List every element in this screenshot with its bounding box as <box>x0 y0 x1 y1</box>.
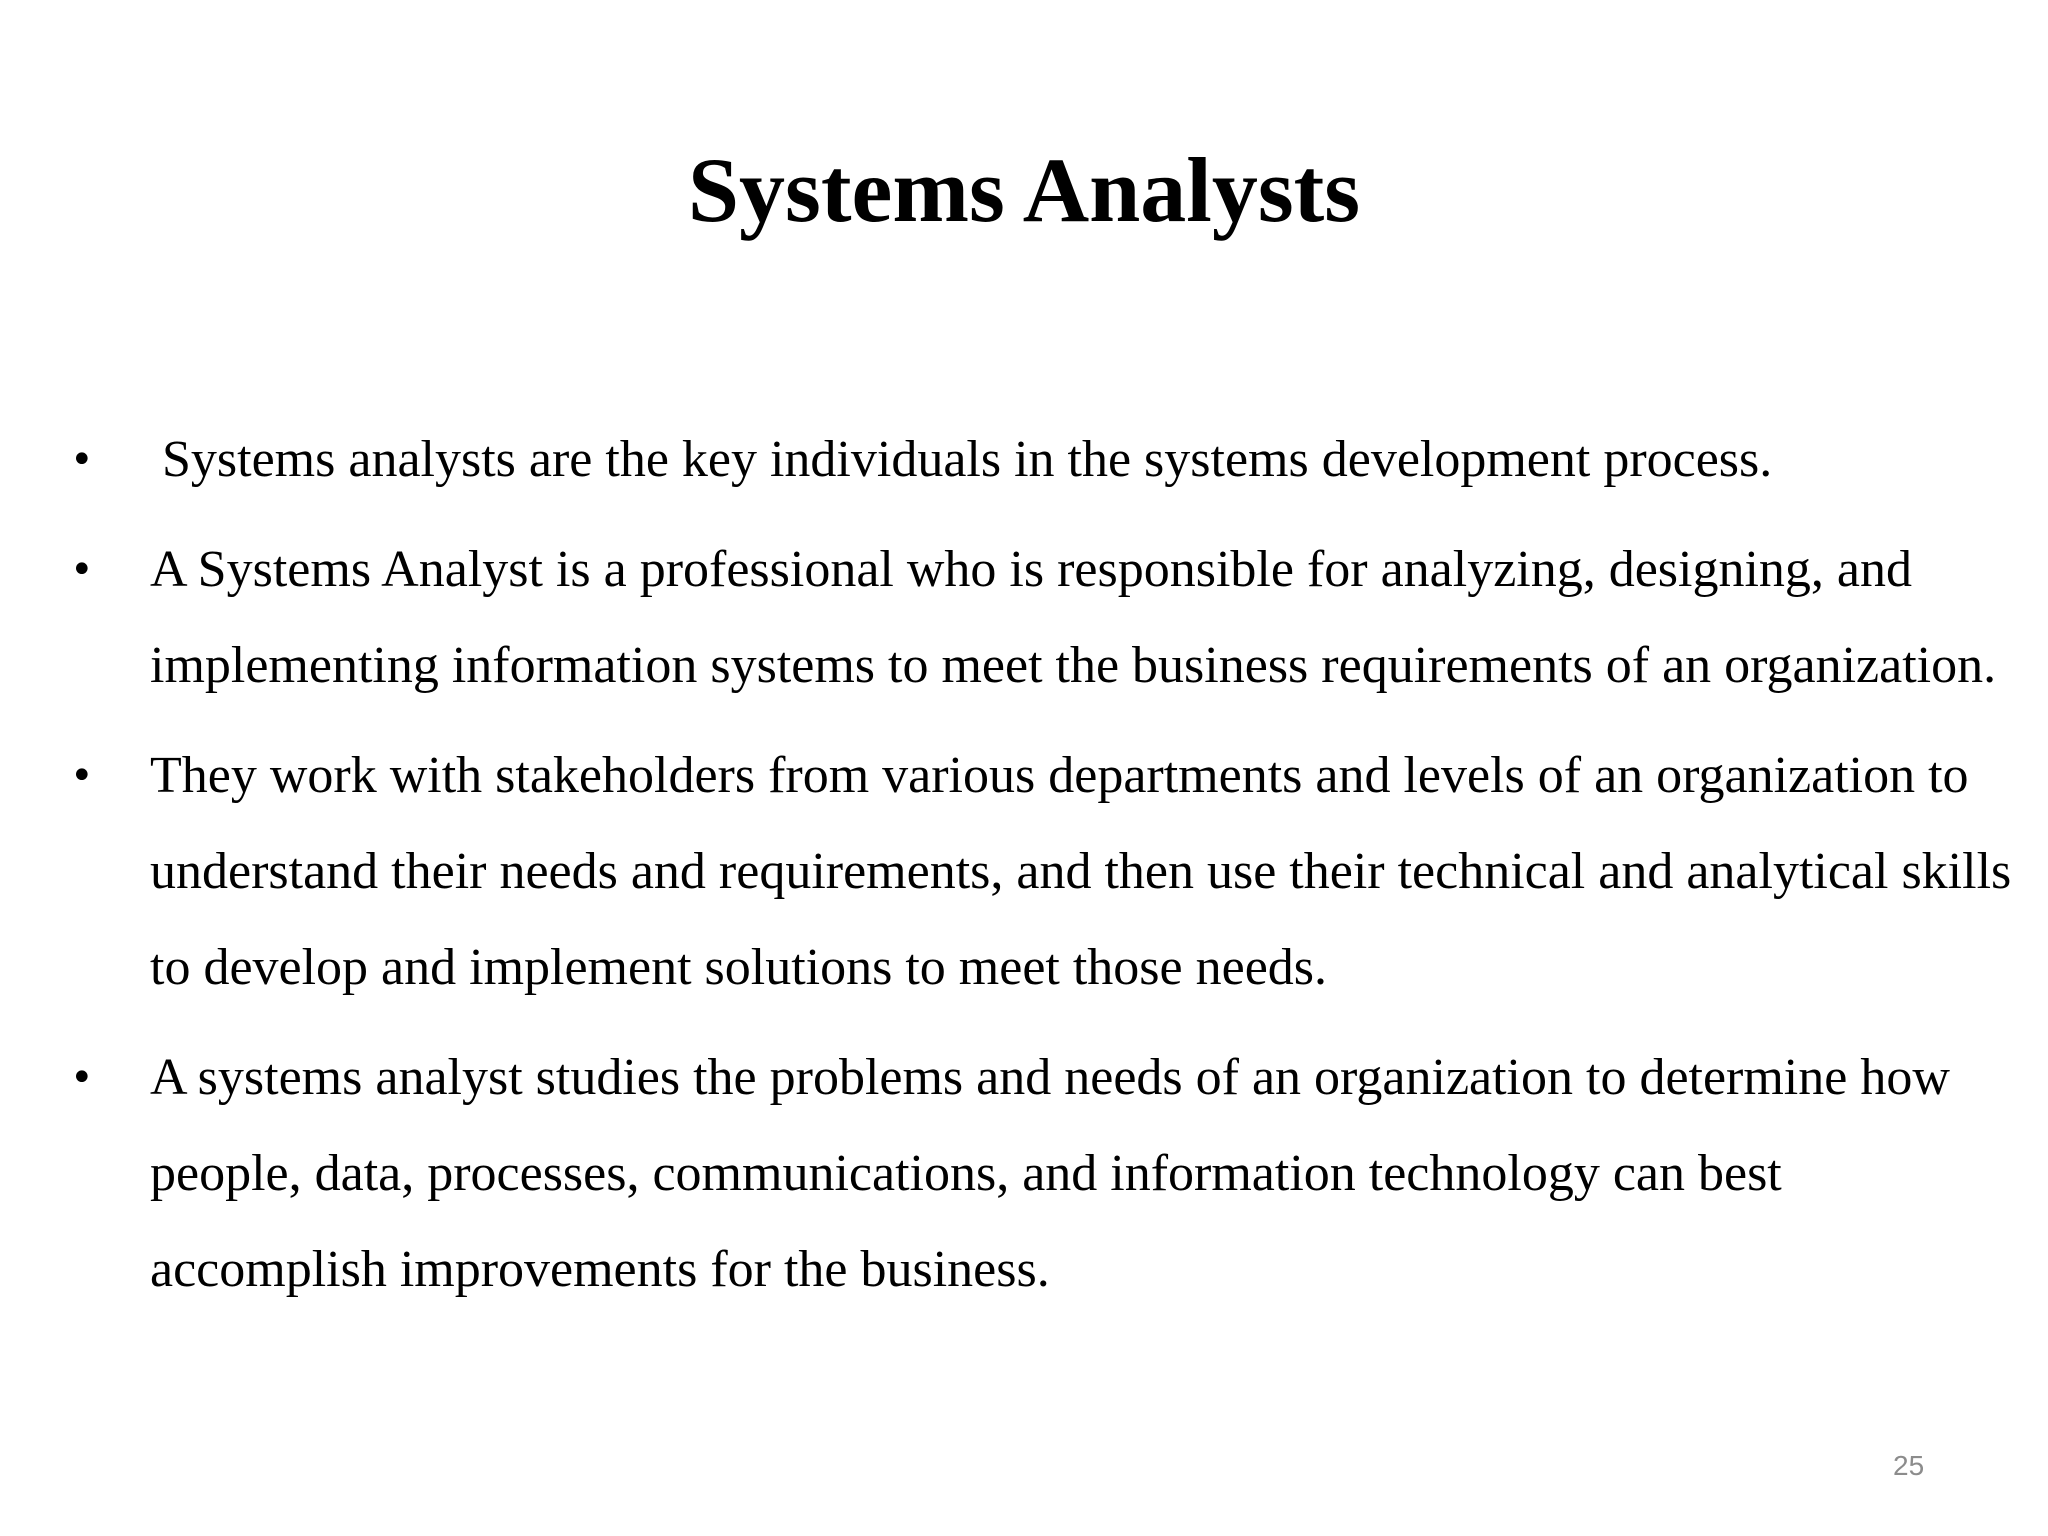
bullet-icon: • <box>70 1055 94 1101</box>
bullet-icon: • <box>70 753 94 799</box>
bullet-item <box>0 728 2048 1016</box>
bullet-item <box>0 1030 2048 1318</box>
bullet-text: They work with stakeholders from various departments and levels of an organization to understand their needs and requirements, and then use their technical and analytical skills to develop and implement solutions to meet those needs. <box>150 747 2012 996</box>
bullet-text: A systems analyst studies the problems and needs of an organization to determine how people, data, processes, communications, and information technology can best accomplish improvements for the business. <box>150 1049 1950 1298</box>
bullet-list <box>0 412 2048 1332</box>
slide-title: Systems Analysts <box>687 139 1361 241</box>
bullet-text: A Systems Analyst is a professional who is responsible for analyzing, designing, and implementing information systems to meet the business requirements of an organization. <box>150 541 1997 694</box>
bullet-item <box>0 522 2048 714</box>
bullet-icon: • <box>70 437 94 483</box>
bullet-item <box>0 412 2048 508</box>
bullet-text: Systems analysts are the key individuals in the systems development process. <box>162 431 1773 488</box>
page-number: 25 <box>1893 1450 1925 1481</box>
bullet-icon: • <box>70 547 94 593</box>
